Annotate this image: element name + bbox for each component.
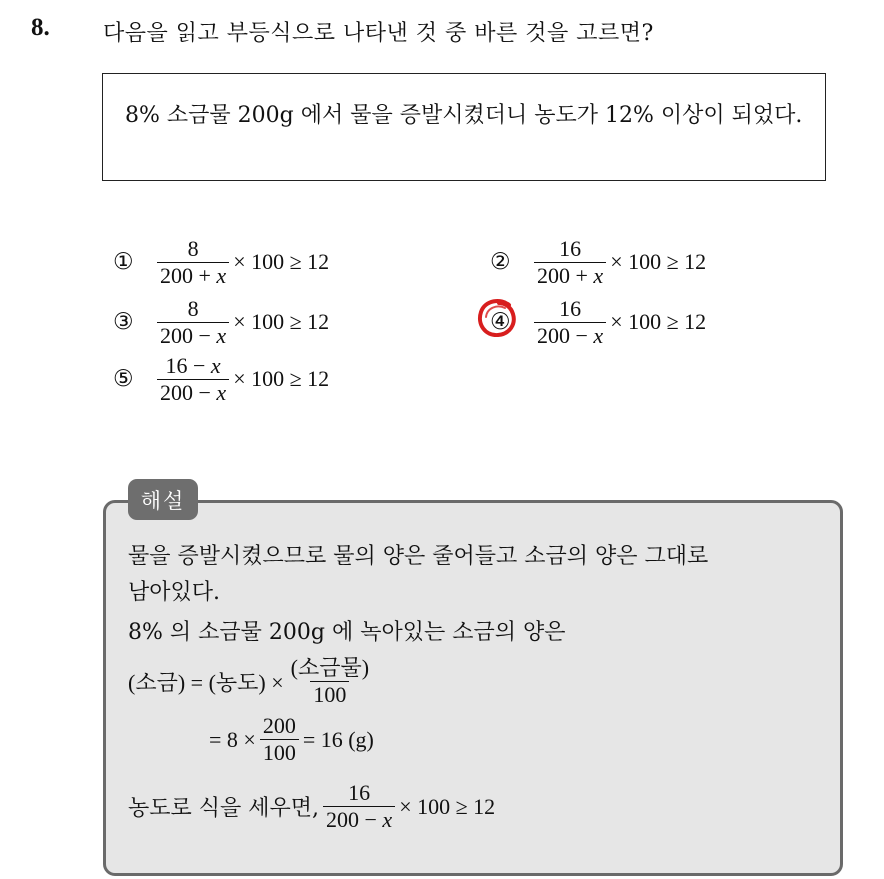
equation-2-numerator: 200 (262, 713, 296, 738)
solution-tag: 해설 (128, 479, 198, 520)
choice-2-rest: × 100 ≥ 12 (610, 249, 707, 274)
condition-text: 8% 소금물 200g 에서 물을 증발시켰더니 농도가 12% 이상이 되었다. (125, 103, 803, 128)
choice-3-numerator: 8 (187, 295, 199, 321)
choice-1-fraction (157, 236, 229, 289)
choice-3-rest: × 100 ≥ 12 (233, 309, 330, 334)
solution-box (103, 500, 843, 876)
choice-5-fraction (157, 353, 229, 406)
choice-1[interactable] (113, 230, 329, 294)
answer-circle-mark (475, 296, 519, 340)
choice-3-denominator: 200 − x (157, 322, 229, 349)
choice-3-marker: ③ (113, 309, 134, 335)
choice-1-numerator: 8 (187, 235, 199, 261)
equation-1-fraction (288, 655, 372, 708)
equation-2-denominator: 100 (260, 739, 299, 766)
choice-1-denominator: 200 + x (157, 262, 229, 289)
final-denominator: 200 − x (323, 806, 395, 833)
choice-2-denominator: 200 + x (534, 262, 606, 289)
choice-4-rest: × 100 ≥ 12 (610, 309, 707, 334)
choice-2-fraction (534, 236, 606, 289)
equation-2-fraction (260, 713, 299, 766)
solution-equation-1 (128, 655, 376, 708)
choice-1-marker: ① (113, 249, 134, 275)
choice-5-denominator: 200 − x (157, 379, 229, 406)
choice-1-rest: × 100 ≥ 12 (233, 249, 330, 274)
solution-line-3: 8% 의 소금물 200g 에 녹아있는 소금의 양은 (128, 620, 566, 645)
final-numerator: 16 (348, 780, 371, 805)
question-text: 다음을 읽고 부등식으로 나타낸 것 중 바른 것을 고르면? (103, 21, 654, 46)
solution-line-1: 물을 증발시켰으므로 물의 양은 줄어들고 소금의 양은 그대로 (128, 544, 709, 569)
final-left-text: 농도로 식을 세우면, (128, 796, 319, 821)
choice-5[interactable] (113, 347, 329, 411)
choice-4-numerator: 16 (559, 295, 582, 321)
choice-4-fraction (534, 296, 606, 349)
equation-1-numerator: (소금물) (290, 655, 370, 680)
choice-5-numerator: 16 − x (165, 352, 221, 378)
solution-final-inequality (128, 780, 495, 833)
equation-2-right: = 16 (g) (302, 726, 374, 752)
solution-line-2: 남아있다. (128, 580, 221, 605)
choice-3[interactable] (113, 290, 329, 354)
equation-2-left: = 8 × (209, 726, 256, 752)
choice-5-marker: ⑤ (113, 366, 134, 392)
choice-5-rest: × 100 ≥ 12 (233, 366, 330, 391)
choice-4[interactable] (490, 290, 706, 354)
choice-4-marker: ④ (490, 309, 511, 335)
choice-2-marker: ② (490, 249, 511, 275)
question-number: 8. (31, 14, 50, 41)
final-fraction (323, 780, 395, 833)
choice-3-fraction (157, 296, 229, 349)
equation-1-left: (소금) = (농도) × (128, 670, 284, 695)
choice-4-denominator: 200 − x (534, 322, 606, 349)
equation-1-denominator: 100 (310, 681, 349, 708)
choice-2-numerator: 16 (559, 235, 582, 261)
choice-2[interactable] (490, 230, 706, 294)
condition-box (102, 73, 826, 181)
final-right: × 100 ≥ 12 (399, 793, 496, 819)
solution-equation-2 (209, 713, 374, 766)
